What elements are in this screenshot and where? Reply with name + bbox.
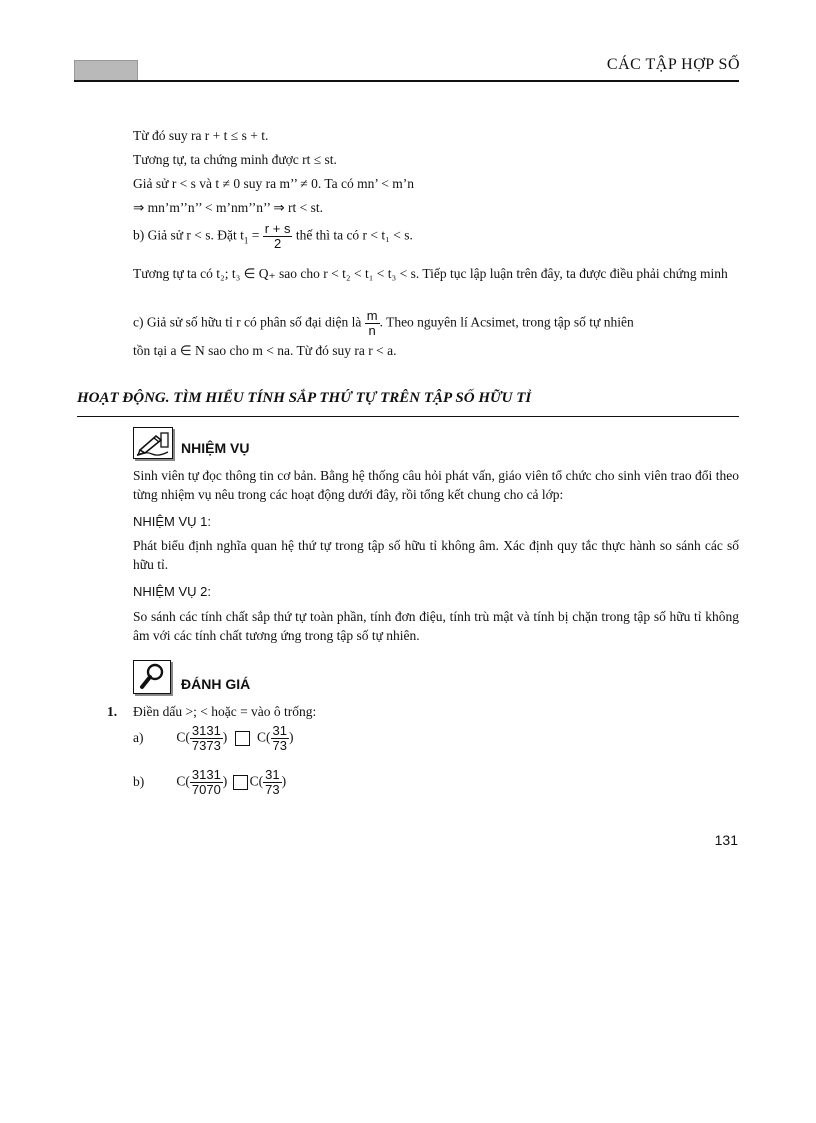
answer-blank-box[interactable]: [235, 731, 250, 746]
fraction-numerator: 31: [265, 767, 280, 782]
header-title: CÁC TẬP HỢP SỐ: [606, 56, 740, 73]
question-1-number: 1.: [107, 704, 118, 719]
fraction-denominator: 73: [265, 782, 280, 797]
question-1-text: Điền dấu >; < hoặc = vào ô trống:: [133, 704, 317, 719]
part-b-suffix: thế thì ta có r < t₁ < s.: [295, 227, 413, 243]
c-open: C(: [249, 773, 264, 789]
proof-line-3: Giả sử r < s và t ≠ 0 suy ra m’’ ≠ 0. Ta có mn’ < m’n: [133, 176, 414, 191]
answer-blank-box[interactable]: [233, 775, 248, 790]
fraction-denominator: n: [368, 323, 376, 338]
c-close: ): [222, 773, 228, 789]
fraction-numerator: 3131: [191, 723, 221, 738]
activity-heading: HOẠT ĐỘNG. TÌM HIỂU TÍNH SẮP THỨ TỰ TRÊN TẬP SỐ HỮU TỈ: [77, 390, 532, 406]
right-fraction: [263, 768, 281, 797]
task-2-title: NHIỆM VỤ 2:: [133, 584, 212, 599]
proof-line-1: Từ đó suy ra r + t ≤ s + t.: [133, 128, 269, 143]
fraction-numerator: 31: [272, 723, 288, 738]
proof-paragraph-b2: Tương tự ta có t₂; t₃ ∈ Q₊ sao cho r < t₂ < t₁ < t₃ < s. Tiếp tục lập luận trên đây, ta được điều phải chứng minh: [133, 266, 728, 281]
task-1-text: Phát biểu định nghĩa quan hệ thứ tự trong tập số hữu tỉ không âm. Xác định quy tắc thực hành so sánh các số hữu tỉ.: [133, 538, 739, 572]
proof-line-4: ⇒ mn’m’’n’’ < m’nm’’n’’ ⇒ rt < st.: [133, 200, 324, 215]
c-close: ): [222, 729, 228, 745]
part-b-subscript: 1: [243, 235, 249, 246]
fraction-denominator: 73: [272, 738, 288, 753]
item-label: b): [133, 773, 145, 789]
item-label: a): [133, 729, 144, 745]
proof-part-c-line-2: tồn tại a ∈ N sao cho m < na. Từ đó suy ra r < a.: [133, 343, 397, 358]
c-open: C(: [176, 773, 190, 789]
fraction-denominator: 7373: [191, 738, 221, 753]
proof-part-b: [133, 222, 413, 251]
pen-writing-icon: [134, 428, 172, 458]
part-c-suffix: . Theo nguyên lí Acsimet, trong tập số tự nhiên: [379, 314, 634, 330]
task-1-title: NHIỆM VỤ 1:: [133, 514, 212, 529]
header-rule: [74, 80, 739, 82]
assessment-icon-box: [133, 660, 171, 694]
task-icon-box: [133, 427, 173, 459]
task-2-text: So sánh các tính chất sắp thứ tự toàn phần, tính đơn điệu, tính trù mật và tính bị chặn trong tập số hữu tỉ không âm với các tính chất tương ứng trong tập số tự nhiên.: [133, 609, 739, 643]
activity-heading-rule: [77, 416, 739, 417]
proof-line-2: Tương tự, ta chứng minh được rt ≤ st.: [133, 152, 337, 167]
assessment-section-title: ĐÁNH GIÁ: [181, 676, 251, 692]
fraction-denominator: 7070: [191, 782, 221, 797]
right-fraction: [271, 724, 289, 753]
task-section-title: NHIỆM VỤ: [181, 440, 250, 456]
header-gray-tab: [74, 60, 138, 82]
question-item-b: [133, 768, 286, 797]
part-b-equals: =: [248, 227, 263, 243]
magnifier-icon: [134, 661, 170, 693]
page-number: 131: [714, 832, 738, 848]
fraction-numerator: r + s: [264, 221, 291, 236]
question-item-a: [133, 724, 294, 753]
fraction-numerator: m: [366, 308, 378, 323]
proof-part-c: [133, 309, 634, 338]
left-fraction: [190, 724, 223, 753]
c-close: ): [281, 773, 287, 789]
c-close: ): [289, 729, 294, 745]
fraction-m-over-n: [365, 309, 380, 338]
part-b-prefix: b) Giả sử r < s. Đặt t: [133, 227, 244, 243]
fraction-r-plus-s-over-2: [263, 222, 293, 251]
fraction-numerator: 3131: [191, 767, 221, 782]
part-c-prefix: c) Giả sử số hữu tỉ r có phân số đại diện là: [133, 314, 365, 330]
c-open: C(: [176, 729, 190, 745]
task-intro: Sinh viên tự đọc thông tin cơ bản. Bằng hệ thống câu hỏi phát vấn, giáo viên tổ chức cho sinh viên trao đổi theo từng nhiệm vụ nêu trong các hoạt động dưới đây, rồi tổng kết chung cho cả lớp:: [133, 468, 739, 502]
c-open: C(: [257, 729, 271, 745]
fraction-denominator: 2: [274, 236, 282, 251]
left-fraction: [190, 768, 223, 797]
